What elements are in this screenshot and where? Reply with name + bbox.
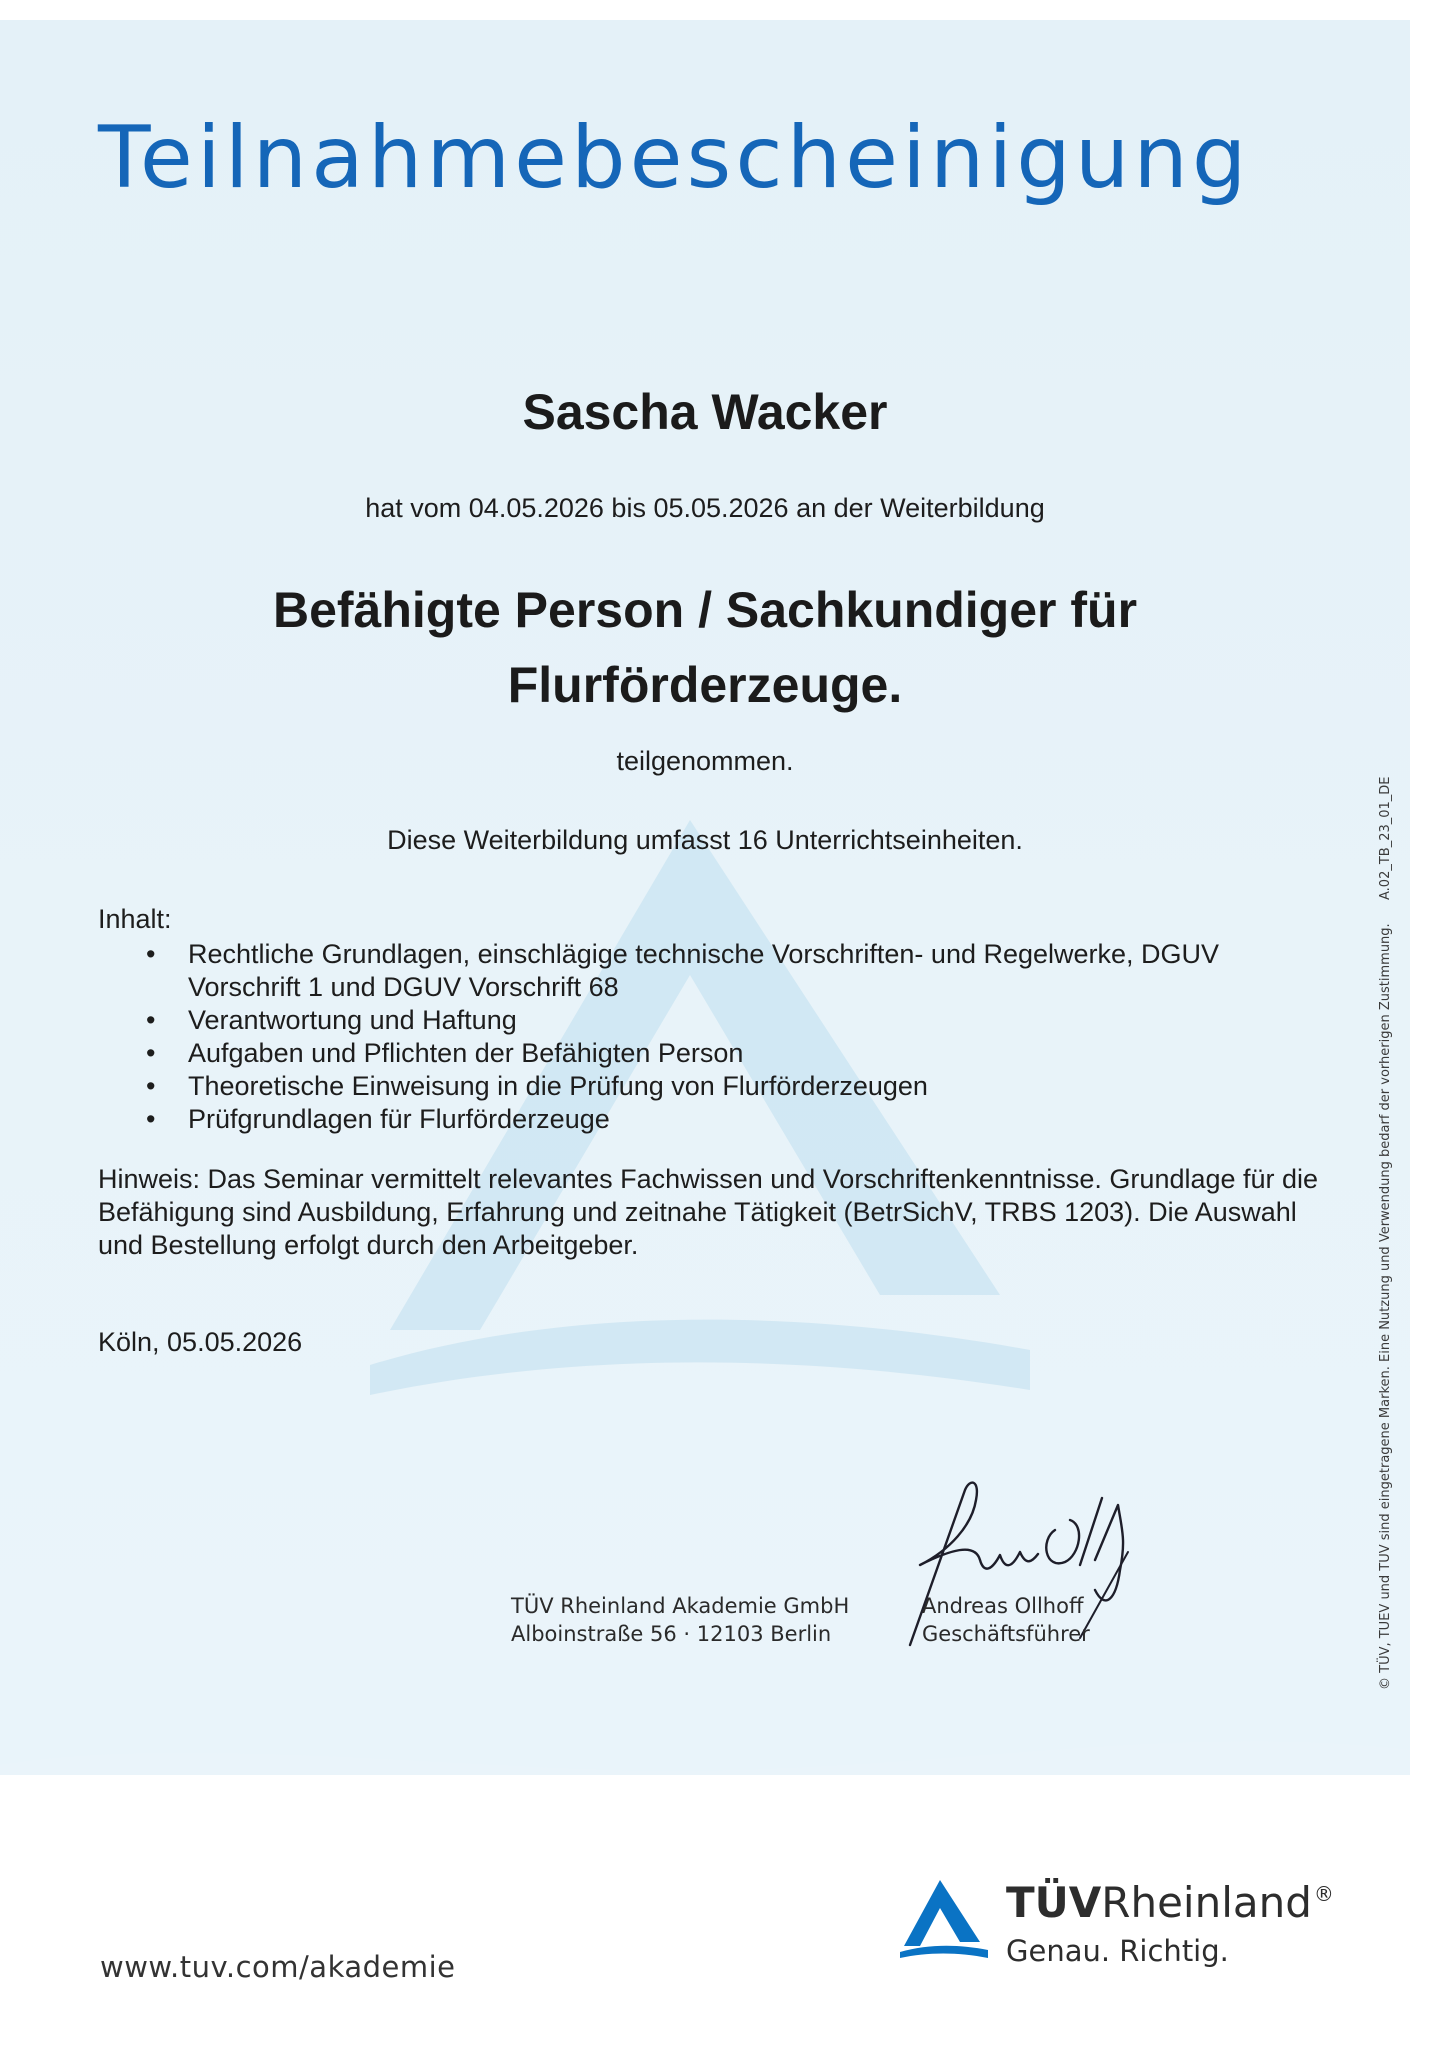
- list-item-text: Rechtliche Grundlagen, einschlägige technische Vorschriften- und Regelwerke, DGUV Vorschrift 1 und DGUV Vorschrift 68: [188, 939, 1220, 1002]
- logo-wordmark-bold: TÜV: [1006, 1878, 1102, 1927]
- bullet-icon: •: [146, 939, 156, 969]
- list-item: [98, 938, 1328, 1004]
- list-item-text: Theoretische Einweisung in die Prüfung von Flurförderzeugen: [188, 1071, 928, 1101]
- participant-name: Sascha Wacker: [522, 384, 888, 440]
- list-item-text: Verantwortung und Haftung: [188, 1005, 517, 1035]
- content-label: Inhalt:: [98, 904, 172, 934]
- trademark-notice: © TÜV, TUEV und TUV sind eingetragene Marken. Eine Nutzung und Verwendung bedarf der vorherigen Zustimmung.: [1378, 923, 1393, 1690]
- course-content: [98, 903, 1338, 1136]
- list-item-text: Aufgaben und Pflichten der Befähigten Person: [188, 1038, 744, 1068]
- list-item: [98, 1070, 1328, 1103]
- note-paragraph: Hinweis: Das Seminar vermittelt relevantes Fachwissen und Vorschriftenkenntnisse. Grundlage für die Befähigung sind Ausbildung, Erfahrung und zeitnahe Tätigkeit (BetrSichV, TRBS 1203). Die Auswahl und Bestellung erfolgt durch den Arbeitgeber.: [98, 1164, 1319, 1260]
- course-title-line-2: Flurförderzeuge.: [507, 657, 903, 713]
- participation-statement: teilgenommen.: [616, 746, 794, 776]
- form-code: A.02_TB_23_01_DE: [1378, 776, 1393, 900]
- bullet-icon: •: [146, 1104, 156, 1134]
- list-item: [98, 1103, 1328, 1136]
- course-period: hat vom 04.05.2026 bis 05.05.2026 an der Weiterbildung: [365, 493, 1045, 523]
- background-wave-edge: [0, 1660, 1446, 1820]
- footer-website: www.tuv.com/akademie: [100, 1950, 456, 1984]
- bullet-icon: •: [146, 1071, 156, 1101]
- logo-slogan: Genau. Richtig.: [1006, 1934, 1229, 1968]
- certificate-title: Teilnahmebescheinigung: [98, 108, 1251, 208]
- issuer-organization: TÜV Rheinland Akademie GmbH: [511, 1594, 850, 1618]
- teaching-units: Diese Weiterbildung umfasst 16 Unterrichtseinheiten.: [387, 825, 1023, 855]
- course-title-line-1: Befähigte Person / Sachkundiger für: [272, 582, 1138, 638]
- triangle-logo-icon: [900, 1878, 990, 1958]
- tuv-rheinland-logo: [900, 1878, 1340, 1988]
- logo-wordmark-regular: Rheinland: [1101, 1878, 1312, 1927]
- issuer-address-block: [511, 1592, 849, 1648]
- registered-mark: ®: [1313, 1882, 1334, 1906]
- signer-name: Andreas Ollhoff: [922, 1594, 1084, 1618]
- list-item: [98, 1037, 1328, 1070]
- list-item: [98, 1004, 1328, 1037]
- logo-wordmark: [1006, 1878, 1334, 1927]
- signer-block: [922, 1592, 1090, 1648]
- place-and-date: Köln, 05.05.2026: [98, 1327, 303, 1357]
- bullet-icon: •: [146, 1038, 156, 1068]
- list-item-text: Prüfgrundlagen für Flurförderzeuge: [188, 1104, 610, 1134]
- content-list: [98, 938, 1338, 1136]
- course-title: [0, 573, 1410, 723]
- signer-role: Geschäftsführer: [922, 1622, 1090, 1646]
- issuer-address: Alboinstraße 56 · 12103 Berlin: [511, 1622, 832, 1646]
- bullet-icon: •: [146, 1005, 156, 1035]
